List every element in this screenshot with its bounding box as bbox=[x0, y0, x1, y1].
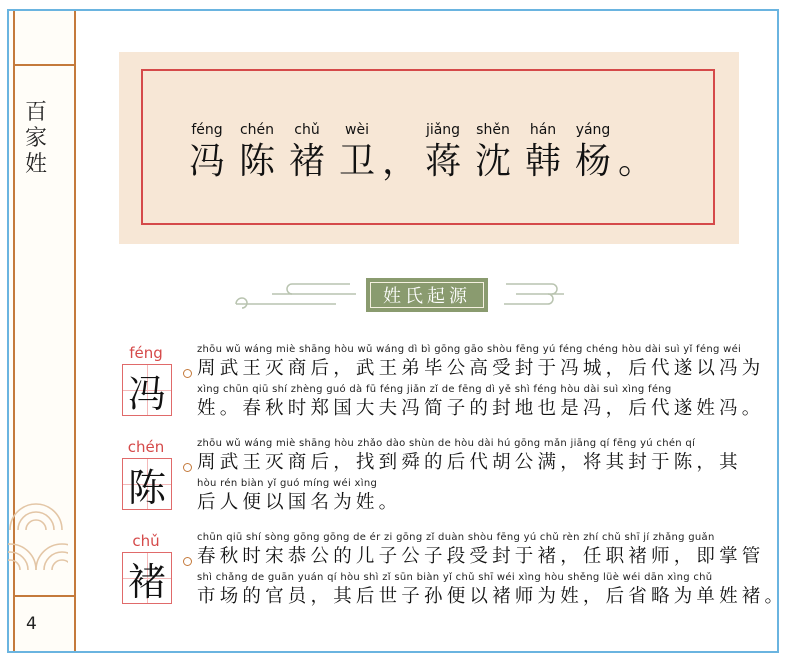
line-pinyin: shì chǎng de guān yuán qí hòu shì zǐ sūn biàn yǐ chǔ shī wéi xìng hòu shěng lüè wéi dān xìng chǔ bbox=[197, 572, 713, 583]
verse-punctuation bbox=[382, 140, 418, 184]
verse-hanzi: 陈 bbox=[238, 141, 275, 182]
cloud-ornament-left-icon bbox=[232, 276, 360, 312]
verse-pinyin: chén bbox=[239, 122, 275, 138]
verse-character bbox=[518, 122, 568, 184]
verse-pinyin: féng bbox=[191, 122, 223, 138]
verse-hanzi: 冯 bbox=[188, 141, 225, 182]
surname-character: 陈 bbox=[122, 458, 172, 510]
verse-hanzi: 卫 bbox=[338, 141, 375, 182]
section-heading-text: 姓氏起源 bbox=[370, 282, 484, 308]
cloud-ornament-right-icon bbox=[502, 276, 568, 312]
entry-line bbox=[197, 572, 787, 609]
verse-character bbox=[418, 122, 468, 184]
line-pinyin: xìng chūn qiū shí zhèng guó dà fū féng jiǎn zǐ de fēng dì yě shì féng hòu dài suì xìng féng bbox=[197, 384, 672, 395]
page-number: 4 bbox=[26, 614, 37, 634]
line-text: 周武王灭商后，找到舜的后代胡公满，将其封于陈，其 bbox=[197, 452, 742, 473]
line-pinyin: chūn qiū shí sòng gōng gōng de ér zi gōng zǐ duàn shòu fēng yú chǔ rèn zhí chǔ shī jí zhǎng guǎn bbox=[197, 532, 715, 543]
bullet-dot-icon bbox=[183, 369, 192, 378]
verse-pinyin: shěn bbox=[476, 122, 510, 138]
bullet-dot-icon bbox=[183, 557, 192, 566]
line-pinyin: zhōu wǔ wáng miè shāng hòu wǔ wáng dì bì gōng gāo shòu fēng yú féng chéng hòu dài suì yǐ féng wéi bbox=[197, 344, 742, 355]
verse-character bbox=[468, 122, 518, 184]
surname-pinyin: chén bbox=[127, 438, 165, 456]
line-pinyin: zhōu wǔ wáng miè shāng hòu zhǎo dào shùn de hòu dài hú gōng mǎn jiāng qí fēng yú chén qí bbox=[197, 438, 696, 449]
line-text: 市场的官员，其后世子孙便以褚师为姓，后省略为单姓褚。 bbox=[197, 586, 788, 607]
verse-character bbox=[232, 122, 282, 184]
book-title: 百家姓 bbox=[24, 100, 47, 177]
line-text: 周武王灭商后，武王弟毕公高受封于冯城，后代遂以冯为 bbox=[197, 358, 765, 379]
entry-line bbox=[197, 478, 401, 515]
verse-character bbox=[568, 122, 618, 184]
bullet-dot-icon bbox=[183, 463, 192, 472]
verse-character bbox=[182, 122, 232, 184]
wave-ornament-icon bbox=[8, 470, 68, 590]
verse-hanzi: 褚 bbox=[288, 141, 325, 182]
verse-character bbox=[282, 122, 332, 184]
verse-panel bbox=[119, 52, 739, 244]
entry-line bbox=[197, 532, 765, 569]
verse-punctuation bbox=[618, 140, 654, 184]
surname-character: 冯 bbox=[122, 364, 172, 416]
verse-pinyin: wèi bbox=[345, 122, 369, 138]
verse-hanzi: 。 bbox=[618, 141, 655, 182]
verse-pinyin: chǔ bbox=[294, 122, 320, 138]
section-heading bbox=[366, 278, 488, 312]
entry-line bbox=[197, 438, 742, 475]
spine-divider-top bbox=[13, 64, 74, 66]
line-text: 后人便以国名为姓。 bbox=[197, 492, 402, 513]
verse-line bbox=[182, 122, 654, 184]
verse-character bbox=[332, 122, 382, 184]
section-heading-wrap bbox=[232, 274, 557, 324]
verse-pinyin: yáng bbox=[575, 122, 611, 138]
verse-hanzi: 韩 bbox=[524, 141, 561, 182]
spine-divider-bottom bbox=[13, 595, 74, 597]
verse-pinyin: jiǎng bbox=[425, 122, 461, 138]
entry-line bbox=[197, 344, 765, 381]
verse-hanzi: 蒋 bbox=[424, 141, 461, 182]
surname-pinyin: chǔ bbox=[132, 532, 160, 550]
entry-line bbox=[197, 384, 765, 421]
line-pinyin: hòu rén biàn yǐ guó míng wéi xìng bbox=[197, 478, 378, 489]
line-text: 姓。春秋时郑国大夫冯简子的封地也是冯，后代遂姓冯。 bbox=[197, 398, 765, 419]
verse-pinyin: hán bbox=[529, 122, 557, 138]
verse-hanzi: 杨 bbox=[574, 141, 611, 182]
verse-hanzi: ， bbox=[382, 141, 419, 182]
line-text: 春秋时宋恭公的儿子公子段受封于褚，任职褚师，即掌管 bbox=[197, 546, 765, 567]
surname-character: 褚 bbox=[122, 552, 172, 604]
surname-pinyin: féng bbox=[129, 344, 163, 362]
verse-hanzi: 沈 bbox=[474, 141, 511, 182]
